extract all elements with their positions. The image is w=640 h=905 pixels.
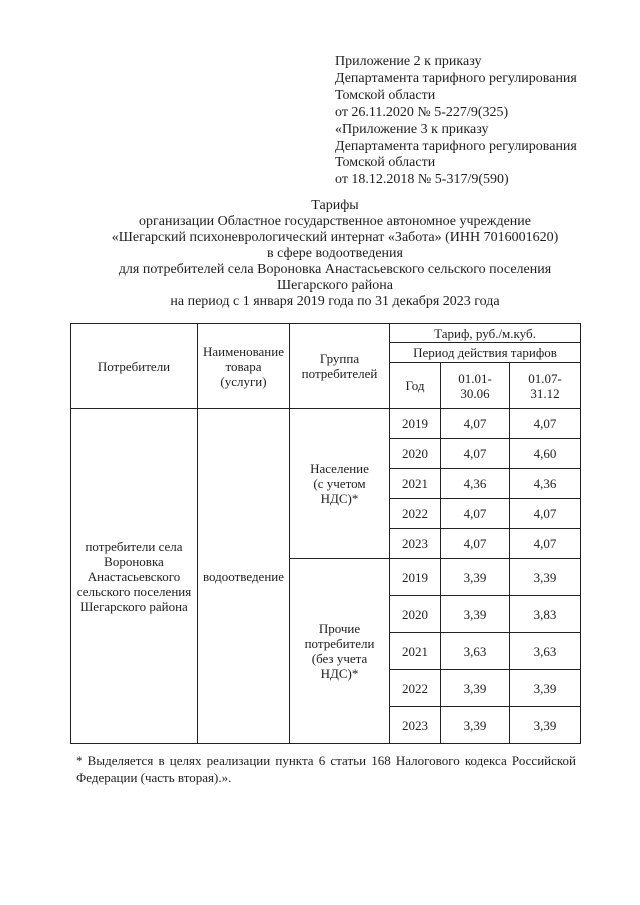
title-line: Шегарского района bbox=[277, 278, 393, 293]
appendix-header-line: Приложение 2 к приказу bbox=[335, 54, 482, 69]
group-cell-other-consumers: Прочие потребители (без учета НДС)* bbox=[290, 559, 390, 744]
tariff-second-half-cell: 4,36 bbox=[510, 469, 581, 499]
header-service-name: Наименование товара (услуги) bbox=[198, 324, 290, 409]
year-cell: 2020 bbox=[390, 596, 441, 633]
header-period-second-half: 01.07- 31.12 bbox=[510, 363, 581, 409]
tariff-first-half-cell: 3,39 bbox=[441, 596, 510, 633]
tariff-second-half-cell: 3,39 bbox=[510, 707, 581, 744]
tariff-first-half-cell: 4,07 bbox=[441, 529, 510, 559]
tariff-first-half-cell: 4,07 bbox=[441, 439, 510, 469]
tariff-second-half-cell: 3,63 bbox=[510, 633, 581, 670]
table-row bbox=[71, 409, 581, 439]
group-cell-population: Население (с учетом НДС)* bbox=[290, 409, 390, 559]
appendix-header-line: Томской области bbox=[335, 155, 436, 171]
service-cell: водоотведение bbox=[198, 409, 290, 744]
appendix-header-line: Департамента тарифного регулирования bbox=[335, 138, 577, 154]
year-cell: 2023 bbox=[390, 529, 441, 559]
title-line: для потребителей села Вороновка Анастасьевского сельского поселения bbox=[118, 262, 552, 277]
title-line: «Шегарский психоневрологический интернат «Забота» (ИНН 7016001620) bbox=[111, 230, 559, 245]
title-line: в сфере водоотведения bbox=[267, 246, 403, 261]
tariff-second-half-cell: 3,39 bbox=[510, 670, 581, 707]
header-consumers: Потребители bbox=[71, 324, 198, 409]
header-tariff: Тариф, руб./м.куб. bbox=[390, 324, 581, 343]
year-cell: 2019 bbox=[390, 559, 441, 596]
year-cell: 2022 bbox=[390, 670, 441, 707]
title-line: Тарифы bbox=[311, 198, 359, 213]
tariff-second-half-cell: 4,07 bbox=[510, 499, 581, 529]
consumers-cell: потребители села Вороновка Анастасьевского сельского поселения Шегарского района bbox=[71, 409, 198, 744]
table-header-row bbox=[71, 324, 581, 343]
footnote: * Выделяется в целях реализации пункта 6 статьи 168 Налогового кодекса Российской Федерации (часть вторая).». bbox=[76, 753, 576, 785]
appendix-header-line: от 18.12.2018 № 5-317/9(590) bbox=[335, 172, 509, 188]
appendix-header-line: от 26.11.2020 № 5-227/9(325) bbox=[335, 104, 509, 120]
year-cell: 2023 bbox=[390, 707, 441, 744]
tariff-second-half-cell: 4,07 bbox=[510, 529, 581, 559]
header-year: Год bbox=[390, 363, 441, 409]
appendix-header-line: «Приложение 3 к приказу bbox=[335, 121, 489, 137]
tariff-first-half-cell: 3,63 bbox=[441, 633, 510, 670]
header-consumer-group: Группа потребителей bbox=[290, 324, 390, 409]
tariff-second-half-cell: 4,07 bbox=[510, 409, 581, 439]
tariff-second-half-cell: 3,39 bbox=[510, 559, 581, 596]
tariff-first-half-cell: 3,39 bbox=[441, 670, 510, 707]
title-line: организации Областное государственное автономное учреждение bbox=[139, 214, 531, 229]
tariff-table bbox=[70, 323, 581, 744]
header-period-first-half: 01.01- 30.06 bbox=[441, 363, 510, 409]
year-cell: 2021 bbox=[390, 633, 441, 670]
document-title bbox=[70, 198, 600, 310]
header-validity-period: Период действия тарифов bbox=[390, 343, 581, 363]
tariff-first-half-cell: 4,07 bbox=[441, 499, 510, 529]
year-cell: 2019 bbox=[390, 409, 441, 439]
tariff-first-half-cell: 4,36 bbox=[441, 469, 510, 499]
year-cell: 2022 bbox=[390, 499, 441, 529]
appendix-header-line: Департамента тарифного регулирования bbox=[335, 70, 577, 86]
tariff-first-half-cell: 3,39 bbox=[441, 559, 510, 596]
appendix-header bbox=[335, 54, 577, 189]
tariff-first-half-cell: 4,07 bbox=[441, 409, 510, 439]
year-cell: 2021 bbox=[390, 469, 441, 499]
tariff-second-half-cell: 3,83 bbox=[510, 596, 581, 633]
appendix-header-line: Томской области bbox=[335, 87, 436, 103]
tariff-first-half-cell: 3,39 bbox=[441, 707, 510, 744]
year-cell: 2020 bbox=[390, 439, 441, 469]
tariff-second-half-cell: 4,60 bbox=[510, 439, 581, 469]
title-line: на период с 1 января 2019 года по 31 декабря 2023 года bbox=[170, 294, 500, 309]
